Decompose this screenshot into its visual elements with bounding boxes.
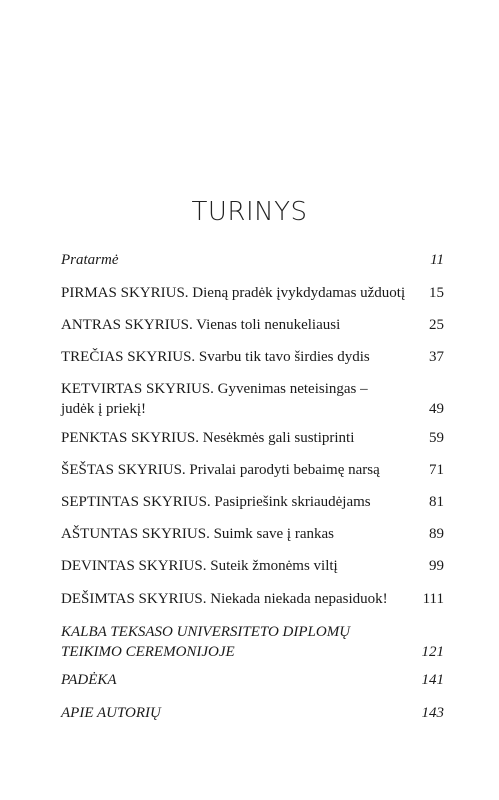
- toc-entry-title: PIRMAS SKYRIUS. Dieną pradėk įvykdydamas užduotį: [61, 285, 406, 301]
- toc-entry: [61, 703, 444, 723]
- toc-entry-page: 99: [429, 558, 444, 574]
- toc-entry-title: PENKTAS SKYRIUS. Nesėkmės gali sustiprinti: [61, 430, 355, 446]
- toc-entry-page: 11: [430, 252, 444, 268]
- toc-entry-title-continued: TEIKIMO CEREMONIJOJE: [61, 644, 235, 660]
- toc-entry-title: DEVINTAS SKYRIUS. Suteik žmonėms viltį: [61, 558, 338, 574]
- toc-entry-title-continued: judėk į priekį!: [61, 401, 146, 417]
- page-title: TURINYS: [191, 197, 308, 227]
- toc-entry-page: 141: [421, 672, 444, 688]
- toc-entry-page: 81: [429, 494, 444, 510]
- toc-entry-page: 37: [429, 349, 444, 365]
- toc-entry: [61, 556, 444, 576]
- toc-entry: [61, 524, 444, 544]
- toc-entry-page: 71: [429, 462, 444, 478]
- toc-entry-title: SEPTINTAS SKYRIUS. Pasipriešink skriaudėjams: [61, 494, 371, 510]
- toc-entry-title: ANTRAS SKYRIUS. Vienas toli nenukeliausi: [61, 317, 341, 333]
- toc-entry: [61, 250, 444, 270]
- toc-entry: [61, 347, 444, 367]
- toc-entry-page: 121: [421, 644, 444, 660]
- toc-entry: [61, 492, 444, 512]
- toc-entry: [61, 428, 444, 448]
- toc-entry-page: 25: [429, 317, 444, 333]
- toc-entry-title: APIE AUTORIŲ: [61, 705, 161, 721]
- toc-entry-title: KALBA TEKSASO UNIVERSITETO DIPLOMŲ: [61, 624, 351, 640]
- toc-entry-title: AŠTUNTAS SKYRIUS. Suimk save į rankas: [61, 526, 334, 542]
- toc-entry: [61, 460, 444, 480]
- toc-entry-page: 59: [429, 430, 444, 446]
- toc-entry-title: Pratarmė: [61, 252, 119, 268]
- toc-entry-title: KETVIRTAS SKYRIUS. Gyvenimas neteisingas –: [61, 381, 368, 397]
- toc-entry-page: 89: [429, 526, 444, 542]
- toc-entry-title: TREČIAS SKYRIUS. Svarbu tik tavo širdies dydis: [61, 349, 370, 365]
- toc-entry-page: 143: [421, 705, 444, 721]
- toc-entry-page: 111: [422, 591, 444, 607]
- toc-entry: [61, 589, 444, 609]
- toc-entry-title: ŠEŠTAS SKYRIUS. Privalai parodyti bebaimę narsą: [61, 462, 380, 478]
- toc-entry: [61, 283, 444, 303]
- toc-entry: [61, 315, 444, 335]
- toc-entry: [61, 622, 444, 662]
- toc-entry-page: 49: [429, 401, 444, 417]
- toc-entry-title: DEŠIMTAS SKYRIUS. Niekada niekada nepasiduok!: [61, 591, 388, 607]
- toc-entry: [61, 670, 444, 690]
- toc-entry-title: PADĖKA: [61, 672, 117, 688]
- toc-entry-page: 15: [429, 285, 444, 301]
- toc-entry: [61, 379, 444, 419]
